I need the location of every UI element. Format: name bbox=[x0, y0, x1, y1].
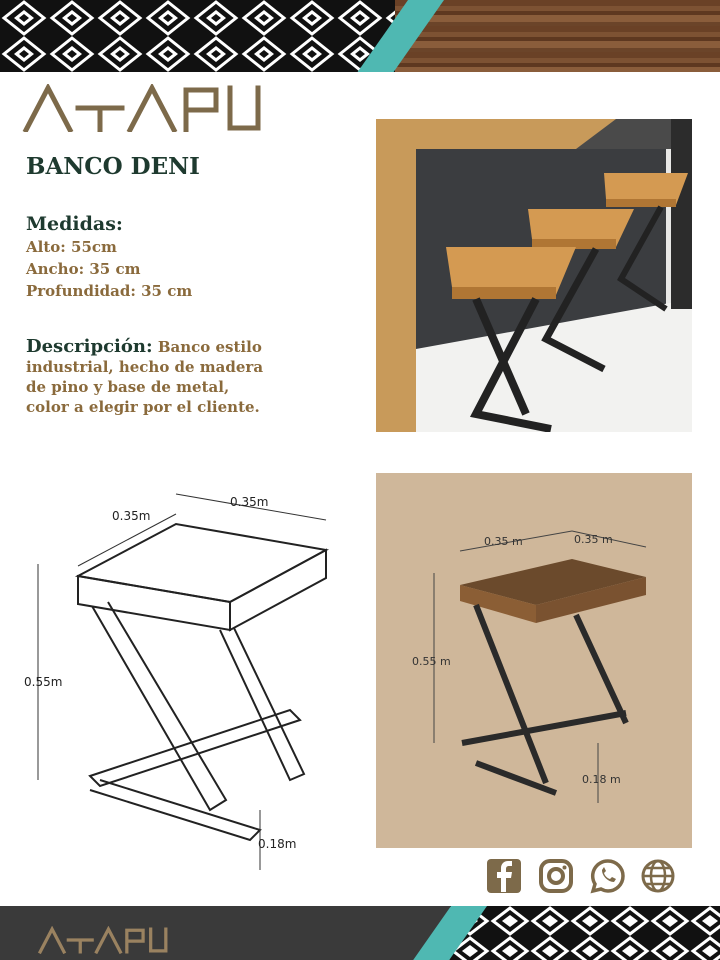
atapu-logo-footer bbox=[38, 926, 168, 954]
render-width-label: 0.35 m bbox=[484, 535, 523, 548]
instagram-icon[interactable] bbox=[538, 858, 574, 894]
top-banner bbox=[0, 0, 720, 72]
render-depth-label: 0.35 m bbox=[574, 533, 613, 546]
description bbox=[26, 337, 276, 417]
atapu-logo bbox=[22, 84, 262, 132]
measures-heading: Medidas: bbox=[26, 213, 123, 235]
description-label: Descripción: bbox=[26, 336, 153, 357]
diagram-width-label: 0.35m bbox=[112, 509, 151, 523]
facebook-icon[interactable] bbox=[486, 858, 522, 894]
product-title: BANCO DENI bbox=[26, 153, 200, 180]
diagram-depth-label: 0.35m bbox=[230, 495, 269, 509]
render-height-label: 0.55 m bbox=[412, 655, 451, 668]
geometric-pattern-bottom bbox=[450, 906, 720, 960]
whatsapp-icon[interactable] bbox=[590, 858, 626, 894]
measure-height: Alto: 55cm bbox=[26, 238, 117, 256]
diagram-foot-label: 0.18m bbox=[258, 837, 297, 851]
render-foot-label: 0.18 m bbox=[582, 773, 621, 786]
description-text: Banco estilo industrial, hecho de madera de pino y base de metal, color a elegir por el cliente. bbox=[26, 338, 264, 416]
measure-depth: Profundidad: 35 cm bbox=[26, 282, 193, 300]
render-image bbox=[376, 473, 692, 848]
product-photo bbox=[376, 119, 692, 432]
diagram-height-label: 0.55m bbox=[24, 675, 63, 689]
measure-width: Ancho: 35 cm bbox=[26, 260, 141, 278]
wood-texture bbox=[395, 0, 720, 72]
globe-icon[interactable] bbox=[640, 858, 676, 894]
dimension-drawing bbox=[20, 480, 340, 880]
